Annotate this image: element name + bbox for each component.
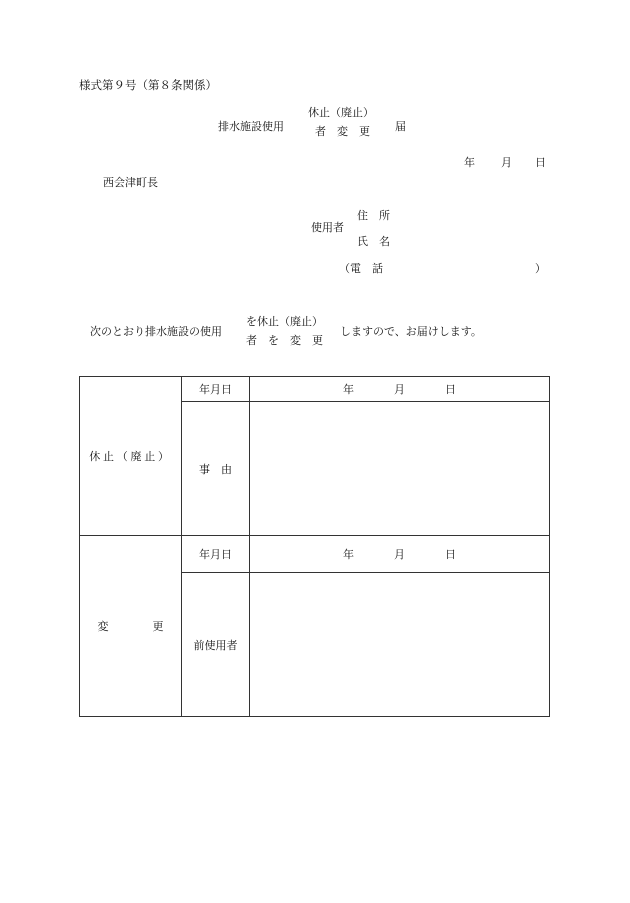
suspension-date-label: 年月日 — [182, 377, 250, 402]
suspension-date-month: 月 — [394, 383, 405, 396]
form-table — [79, 376, 550, 717]
suspension-section-label: 休止（廃止） — [80, 377, 182, 536]
suspension-date-year: 年 — [343, 383, 354, 396]
address-label: 住 所 — [357, 209, 390, 222]
title-option-top: 休止（廃止） — [308, 106, 374, 119]
form-number: 様式第９号（第８条関係） — [79, 78, 217, 92]
date-month-label: 月 — [501, 156, 512, 169]
suspension-date-field[interactable] — [250, 377, 550, 402]
change-date-label: 年月日 — [182, 536, 250, 573]
reason-field[interactable] — [250, 402, 550, 536]
statement-prefix: 次のとおり排水施設の使用 — [90, 325, 222, 338]
previous-user-label: 前使用者 — [182, 573, 250, 717]
date-year-label: 年 — [464, 156, 475, 169]
change-date-year: 年 — [343, 548, 354, 561]
name-label: 氏 名 — [357, 235, 390, 248]
change-date-day: 日 — [445, 548, 456, 561]
change-date-field[interactable] — [250, 536, 550, 573]
addressee: 西会津町長 — [103, 176, 158, 189]
reason-label: 事 由 — [182, 402, 250, 536]
phone-close-label: ） — [535, 262, 546, 275]
date-day-label: 日 — [535, 156, 546, 169]
applicant-label: 使用者 — [311, 221, 344, 234]
previous-user-field[interactable] — [250, 573, 550, 717]
statement-option-bottom: 者 を 変 更 — [246, 334, 323, 347]
title-prefix: 排水施設使用 — [218, 120, 284, 133]
title-option-bottom: 者 変 更 — [315, 125, 370, 138]
statement-option-top: を休止（廃止） — [246, 315, 323, 328]
suspension-date-day: 日 — [445, 383, 456, 396]
change-section-label: 変 更 — [80, 536, 182, 717]
statement-suffix: しますので、お届けします。 — [340, 325, 482, 338]
title-suffix: 届 — [395, 120, 406, 133]
phone-open-label: （電 話 — [339, 262, 383, 275]
change-date-month: 月 — [394, 548, 405, 561]
